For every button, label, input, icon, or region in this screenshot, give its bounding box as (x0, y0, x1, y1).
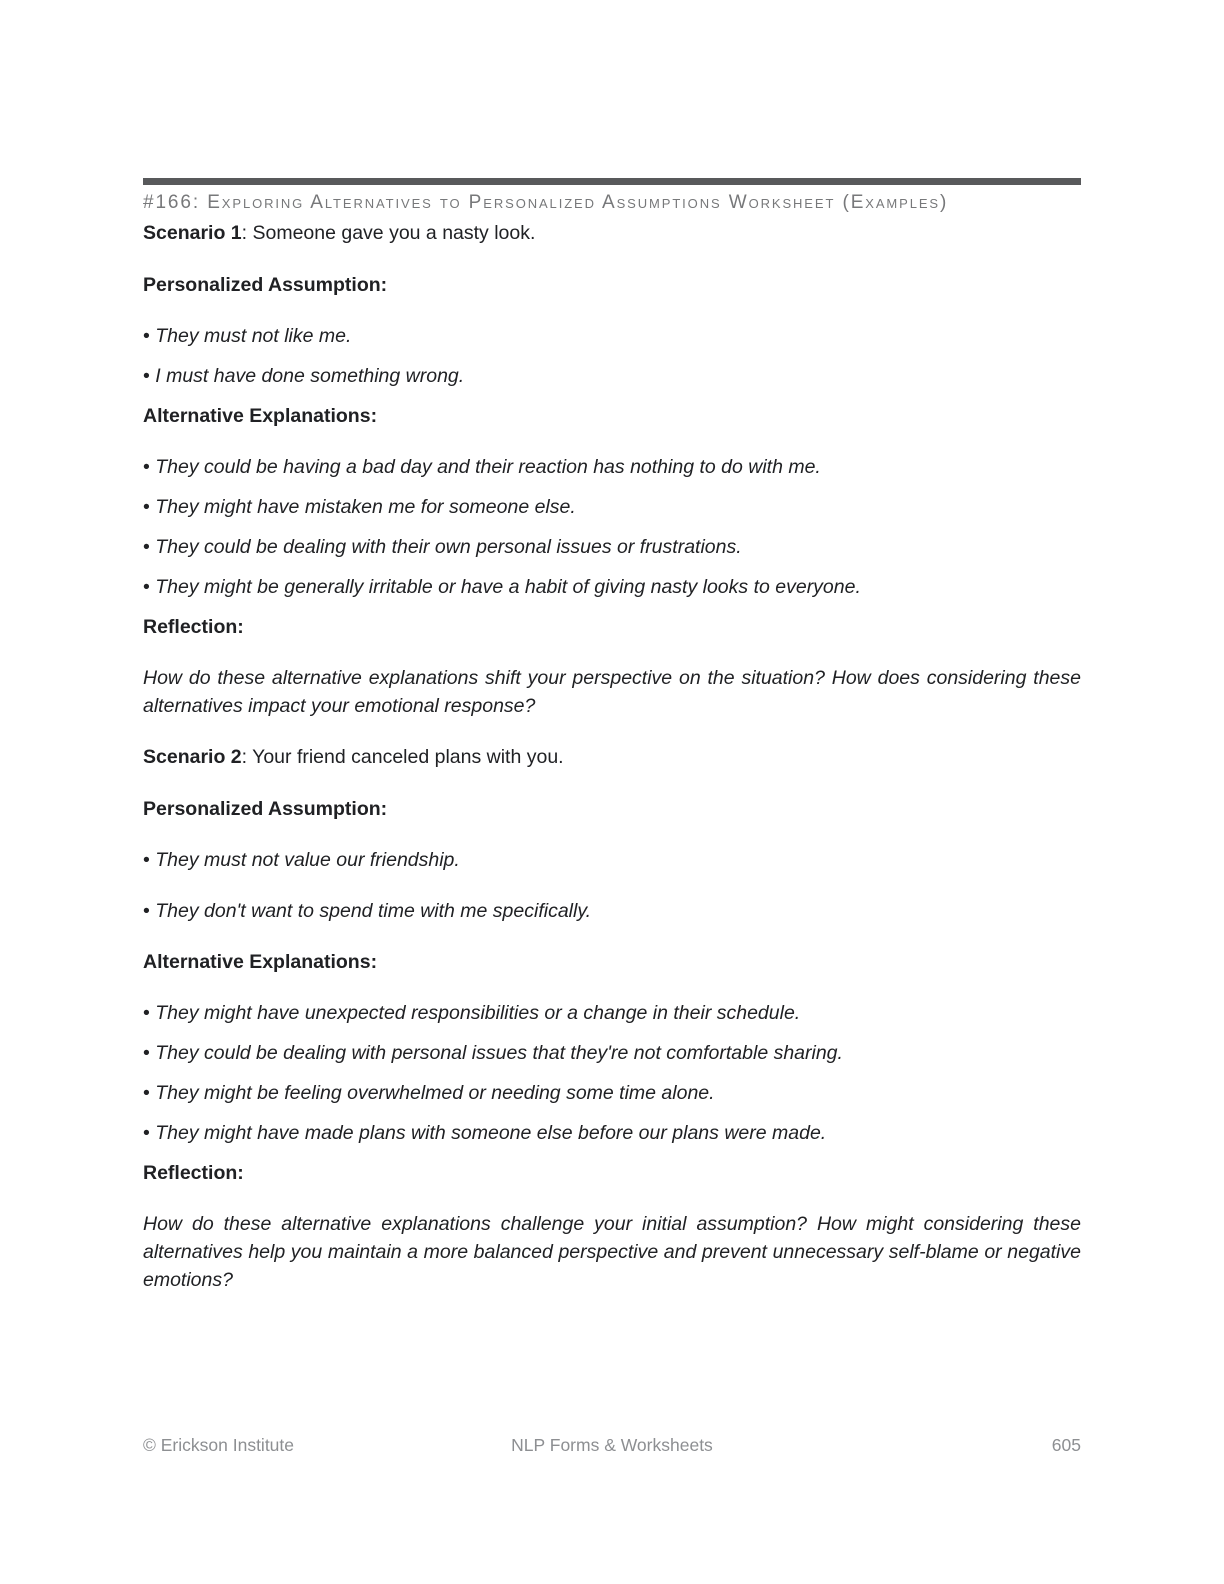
bullet-text: They might have mistaken me for someone else. (155, 496, 576, 518)
bullet-text: I must have done something wrong. (155, 365, 465, 387)
list-item (143, 1119, 1081, 1147)
list-item (143, 362, 1081, 390)
scenario-1-description: : Someone gave you a nasty look. (241, 222, 536, 244)
list-item (143, 453, 1081, 481)
scenario-1-reflection-text: How do these alternative explanations shift your perspective on the situation? How does considering these alternatives impact your emotional response? (143, 667, 1081, 717)
scenario-2-reflection-heading: Reflection: (143, 1162, 244, 1184)
page-content (143, 178, 1081, 1317)
scenario-1-label: Scenario 1 (143, 222, 242, 244)
scenario-2-reflection-text: How do these alternative explanations challenge your initial assumption? How might considering these alternatives help you maintain a more balanced perspective and prevent unnecessary self-blame or negative emotions? (143, 1213, 1081, 1291)
bullet-text: They must not value our friendship. (155, 849, 460, 871)
scenario-2-label: Scenario 2 (143, 746, 242, 768)
top-rule-divider (143, 178, 1081, 185)
bullet-text: They could be dealing with their own personal issues or frustrations. (155, 536, 742, 558)
list-item (143, 999, 1081, 1027)
list-item (143, 533, 1081, 561)
page-footer (143, 1433, 1081, 1457)
bullet-text: They might be generally irritable or have a habit of giving nasty looks to everyone. (155, 576, 861, 598)
scenario-1-alternative-heading: Alternative Explanations: (143, 405, 378, 427)
list-item (143, 897, 1081, 925)
bullet-text: They must not like me. (155, 325, 352, 347)
bullet-text: They could be having a bad day and their reaction has nothing to do with me. (155, 456, 821, 478)
page-title: #166: Exploring Alternatives to Personalized Assumptions Worksheet (Examples) (143, 192, 949, 213)
scenario-2-personalized-heading: Personalized Assumption: (143, 798, 388, 820)
scenario-2-line (143, 743, 1081, 771)
list-item (143, 1079, 1081, 1107)
list-item (143, 322, 1081, 350)
bullet-text: They might be feeling overwhelmed or needing some time alone. (155, 1082, 715, 1104)
bullet-text: They could be dealing with personal issues that they're not comfortable sharing. (155, 1042, 843, 1064)
footer-page-number: 605 (1051, 1435, 1081, 1455)
scenario-1-personalized-heading: Personalized Assumption: (143, 274, 388, 296)
list-item (143, 493, 1081, 521)
list-item (143, 846, 1081, 874)
bullet-text: They might have unexpected responsibilities or a change in their schedule. (155, 1002, 801, 1024)
list-item (143, 1039, 1081, 1067)
footer-book-title: NLP Forms & Worksheets (511, 1435, 713, 1455)
bullet-text: They might have made plans with someone else before our plans were made. (155, 1122, 827, 1144)
list-item (143, 573, 1081, 601)
scenario-2-alternative-heading: Alternative Explanations: (143, 951, 378, 973)
bullet-text: They don't want to spend time with me specifically. (155, 900, 592, 922)
scenario-1-reflection-heading: Reflection: (143, 616, 244, 638)
scenario-2-description: : Your friend canceled plans with you. (241, 746, 564, 768)
footer-copyright: © Erickson Institute (143, 1435, 295, 1455)
scenario-1-line (143, 219, 1081, 247)
